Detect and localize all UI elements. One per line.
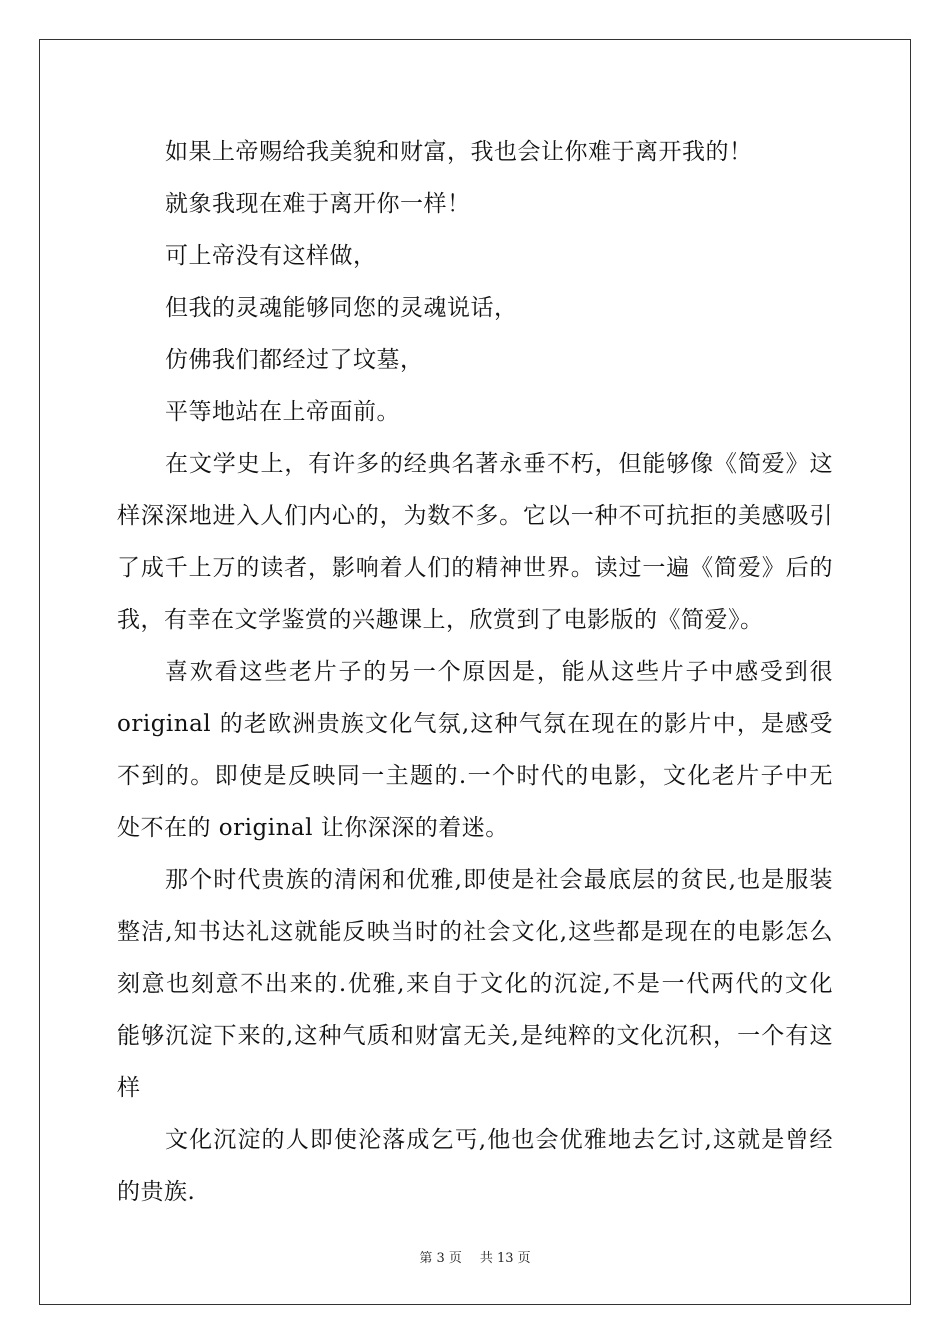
paragraph-line: 了成千上万的读者，影响着人们的精神世界。读过一遍《简爱》后的 [117, 555, 833, 581]
paragraph [117, 646, 833, 854]
poem-line: 但我的灵魂能够同您的灵魂说话， [165, 295, 518, 321]
paragraph-line: 的贵族. [117, 1179, 196, 1205]
paragraph-line: 喜欢看这些老片子的另一个原因是，能从这些片子中感受到很 [165, 659, 833, 685]
paragraph-line: 那个时代贵族的清闲和优雅,即使是社会最底层的贫民,也是服装 [165, 867, 833, 893]
poem-line: 就象我现在难于离开你一样！ [165, 191, 471, 217]
paragraph-line: 样 [117, 1075, 141, 1101]
paragraph-line: original 的老欧洲贵族文化气氛,这种气氛在现在的影片中，是感受 [117, 711, 833, 737]
paragraph-line: 我，有幸在文学鉴赏的兴趣课上，欣赏到了电影版的《简爱》。 [117, 607, 764, 633]
paragraph-line: 在文学史上，有许多的经典名著永垂不朽，但能够像《简爱》这 [165, 451, 833, 477]
paragraph-line: 刻意也刻意不出来的.优雅,来自于文化的沉淀,不是一代两代的文化 [117, 971, 833, 997]
poem-line: 仿佛我们都经过了坟墓， [165, 347, 424, 373]
poem-line: 如果上帝赐给我美貌和财富，我也会让你难于离开我的！ [165, 139, 753, 165]
paragraph [117, 854, 833, 1114]
paragraph-line: 整洁,知书达礼这就能反映当时的社会文化,这些都是现在的电影怎么 [117, 919, 833, 945]
page-total: 共 13 页 [479, 1251, 531, 1266]
page-number: 第 3 页 [419, 1251, 462, 1266]
paragraph-line: 处不在的 original 让你深深的着迷。 [117, 815, 509, 841]
paragraph-line: 能够沉淀下来的,这种气质和财富无关,是纯粹的文化沉积，一个有这 [117, 1023, 833, 1049]
paragraph-line: 文化沉淀的人即使沦落成乞丐,他也会优雅地去乞讨,这就是曾经 [165, 1127, 833, 1153]
poem-line: 平等地站在上帝面前。 [165, 399, 400, 425]
paragraph [117, 1114, 833, 1218]
poem-line: 可上帝没有这样做， [165, 243, 377, 269]
paragraph-line: 样深深地进入人们内心的，为数不多。它以一种不可抗拒的美感吸引 [117, 503, 833, 529]
page-footer [0, 1247, 950, 1266]
paragraph-line: 不到的。即使是反映同一主题的.一个时代的电影，文化老片子中无 [117, 763, 833, 789]
paragraph [117, 438, 833, 646]
document-body [117, 126, 833, 1218]
